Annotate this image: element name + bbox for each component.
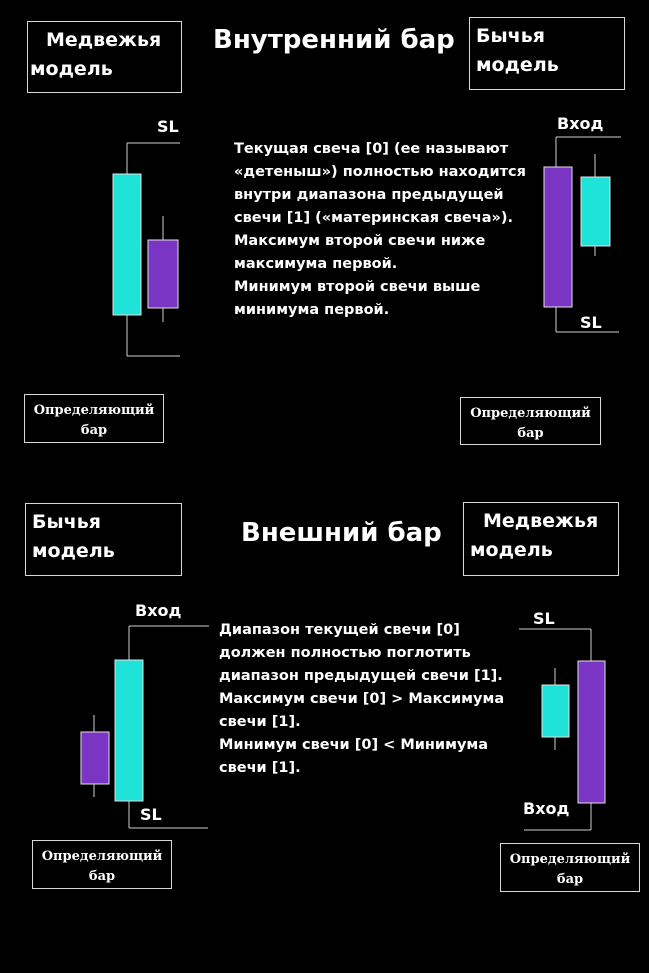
baby-candle-cyan: [581, 177, 610, 246]
outside-bullish-entry-label: Вход: [135, 601, 182, 620]
inside-right-defining-bar-box: [460, 397, 601, 445]
outside-bullish-model-label-box: [25, 503, 182, 576]
defining-bar-label-line2: бар: [80, 423, 108, 438]
inside-bullish-entry-label: Вход: [557, 114, 604, 133]
outside-bearish-model-label-box: [463, 502, 619, 576]
outside-desc-line: свечи [1].: [219, 760, 301, 776]
inside-bearish-sl-label: SL: [157, 117, 179, 136]
outside-desc-line: должен полностью поглотить: [219, 645, 471, 661]
outside-bar-title: Внешний бар: [241, 518, 442, 548]
inside-bullish-sl-label: SL: [580, 313, 602, 332]
outside-bar-description: [219, 619, 504, 780]
inside-bar-description: [234, 138, 526, 322]
bearish-model-label-line1: Медвежья: [483, 510, 599, 532]
inside-desc-line: Текущая свеча [0] (ее называют: [234, 141, 509, 157]
bullish-model-label-line1: Бычья: [476, 25, 545, 47]
baby-candle-purple: [148, 240, 178, 308]
outside-bearish-sl-label: SL: [533, 609, 555, 628]
defining-bar-label-line2: бар: [517, 426, 544, 441]
outside-desc-line: свечи [1].: [219, 714, 301, 730]
bearish-model-label-line1: Медвежья: [46, 29, 162, 51]
mother-candle-purple: [544, 167, 572, 307]
outside-bullish-sl-label: SL: [140, 805, 162, 824]
defining-bar-label-line1: Определяющий: [509, 852, 631, 867]
outside-bearish-entry-label: Вход: [523, 799, 570, 818]
inside-desc-line: максимума первой.: [234, 256, 398, 272]
bullish-model-label-line2: модель: [32, 540, 115, 562]
bullish-model-label-box: [469, 17, 625, 90]
inside-desc-line: Максимум второй свечи ниже: [234, 233, 486, 249]
defining-bar-label-line2: бар: [556, 872, 584, 887]
outside-left-defining-bar-box: [32, 840, 172, 889]
inside-bar-title: Внутренний бар: [213, 25, 455, 55]
bullish-model-label-line1: Бычья: [32, 511, 101, 533]
engulfing-candle-purple: [578, 661, 605, 803]
outside-desc-line: Максимум свечи [0] > Максимума: [219, 691, 505, 707]
bearish-model-label-line2: модель: [30, 58, 113, 80]
outside-desc-line: Диапазон текущей свечи [0]: [219, 622, 460, 638]
small-candle-cyan: [542, 685, 569, 737]
inside-desc-line: минимума первой.: [234, 302, 390, 318]
inside-left-defining-bar-box: [24, 394, 164, 443]
outside-right-defining-bar-box: [500, 843, 640, 892]
bearish-model-label-line2: модель: [470, 539, 553, 561]
engulfing-candle-cyan: [115, 660, 143, 801]
outside-bullish-chart: [94, 626, 209, 828]
bearish-model-label-box: [27, 21, 182, 93]
inside-desc-line: Минимум второй свечи выше: [234, 279, 481, 295]
outside-desc-line: диапазон предыдущей свечи [1].: [219, 668, 503, 684]
defining-bar-label-line1: Определяющий: [470, 406, 591, 421]
small-candle-purple: [81, 732, 109, 784]
outside-desc-line: Минимум свечи [0] < Минимума: [219, 737, 489, 753]
mother-candle-cyan: [113, 174, 141, 315]
bullish-model-label-line2: модель: [476, 54, 559, 76]
defining-bar-label-line2: бар: [88, 869, 116, 884]
inside-desc-line: «детеныш») полностью находится: [234, 164, 526, 180]
inside-desc-line: свечи [1] («материнская свеча»).: [234, 210, 514, 226]
inside-desc-line: внутри диапазона предыдущей: [234, 187, 504, 203]
defining-bar-label-line1: Определяющий: [41, 849, 163, 864]
defining-bar-label-line1: Определяющий: [33, 403, 155, 418]
